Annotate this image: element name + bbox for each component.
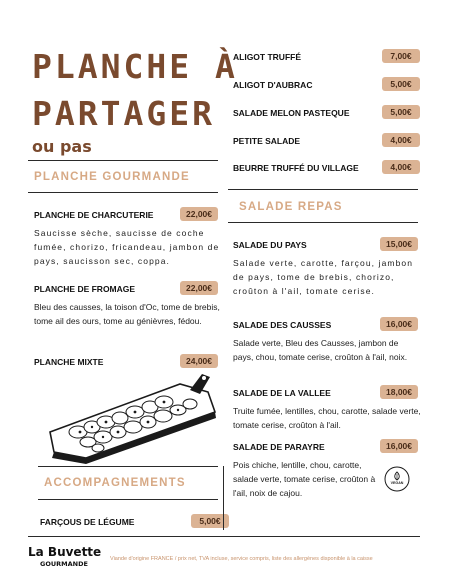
divider bbox=[38, 466, 218, 467]
menu-item-name: FARÇOUS DE LÉGUME bbox=[40, 517, 135, 527]
section-title-planche-gourmande: PLANCHE GOURMANDE bbox=[34, 171, 190, 183]
section-title-salade-repas: SALADE REPAS bbox=[239, 201, 343, 213]
menu-item-name: BEURRE TRUFFÉ DU VILLAGE bbox=[233, 163, 359, 173]
menu-item-price: 15,00€ bbox=[380, 237, 418, 251]
menu-item-description: Bleu des causses, la toison d'Oc, tome de brebis, tome ail des ours, tome au génièvres, fédou. bbox=[34, 302, 220, 326]
menu-item-price: 4,00€ bbox=[382, 160, 420, 174]
divider bbox=[38, 499, 218, 500]
divider bbox=[28, 536, 420, 537]
menu-item-name: SALADE DU PAYS bbox=[233, 240, 307, 250]
brand-logo-subtext: GOURMANDE bbox=[40, 560, 88, 568]
menu-item-name: ALIGOT D'AUBRAC bbox=[233, 80, 313, 90]
menu-item-description: Salade verte, Bleu des Causses, jambon de pays, chou, tomate cerise, croûton à l'ail, noix. bbox=[233, 338, 408, 362]
footer-note: Viande d'origine FRANCE / prix net, TVA incluse, service compris, liste des allergènes disponible à la caisse bbox=[110, 556, 373, 562]
page-subtitle: ou pas bbox=[32, 137, 92, 156]
menu-item-name: SALADE DES CAUSSES bbox=[233, 320, 332, 330]
menu-item-name: ALIGOT TRUFFÉ bbox=[233, 52, 301, 62]
menu-item-price: 5,00€ bbox=[382, 77, 420, 91]
page-title-line2: PARTAGER bbox=[32, 94, 215, 133]
page-title-line1: PLANCHE À bbox=[32, 47, 238, 86]
menu-item-price: 16,00€ bbox=[380, 317, 418, 331]
divider bbox=[28, 192, 218, 193]
section-title-accompagnements: ACCOMPAGNEMENTS bbox=[44, 477, 186, 489]
menu-item-name: SALADE DE LA VALLEE bbox=[233, 388, 331, 398]
menu-item-price: 16,00€ bbox=[380, 439, 418, 453]
charcuterie-board-illustration bbox=[40, 372, 220, 464]
menu-item-price: 22,00€ bbox=[180, 207, 218, 221]
divider bbox=[228, 222, 418, 223]
menu-item-name: PETITE SALADE bbox=[233, 136, 301, 146]
divider bbox=[228, 189, 418, 190]
menu-item-name: PLANCHE DE CHARCUTERIE bbox=[34, 210, 154, 220]
menu-item-description: Salade verte, carotte, farçou, jambon de pays, tome de brebis, chorizo, croûton à l'ail, tomate cerise. bbox=[233, 258, 414, 296]
vegan-icon bbox=[384, 466, 410, 492]
menu-item-name: PLANCHE MIXTE bbox=[34, 357, 104, 367]
brand-logo-text: La Buvette bbox=[28, 545, 102, 559]
menu-item-price: 5,00€ bbox=[191, 514, 229, 528]
menu-item-price: 4,00€ bbox=[382, 133, 420, 147]
menu-item-price: 22,00€ bbox=[180, 281, 218, 295]
column-divider bbox=[223, 466, 224, 530]
menu-item-price: 18,00€ bbox=[380, 385, 418, 399]
menu-item-name: SALADE DE PARAYRE bbox=[233, 442, 325, 452]
menu-item-price: 5,00€ bbox=[382, 105, 420, 119]
menu-item-price: 7,00€ bbox=[382, 49, 420, 63]
divider bbox=[28, 160, 218, 161]
vegan-label: VEGAN bbox=[390, 481, 404, 485]
menu-item-description: Pois chiche, lentille, chou, carotte, salade verte, tomate cerise, croûton à l'ail, noix de cajou. bbox=[233, 460, 376, 498]
menu-item-description: Truite fumée, lentilles, chou, carotte, salade verte, tomate cerise, croûton à l'ail. bbox=[233, 406, 421, 430]
menu-item-name: PLANCHE DE FROMAGE bbox=[34, 284, 136, 294]
menu-item-price: 24,00€ bbox=[180, 354, 218, 368]
menu-item-name: SALADE MELON PASTEQUE bbox=[233, 108, 350, 118]
menu-item-description: Saucisse sèche, saucisse de coche fumée, chorizo, fricandeau, jambon de pays, saucisson sec, coppa. bbox=[34, 228, 220, 266]
